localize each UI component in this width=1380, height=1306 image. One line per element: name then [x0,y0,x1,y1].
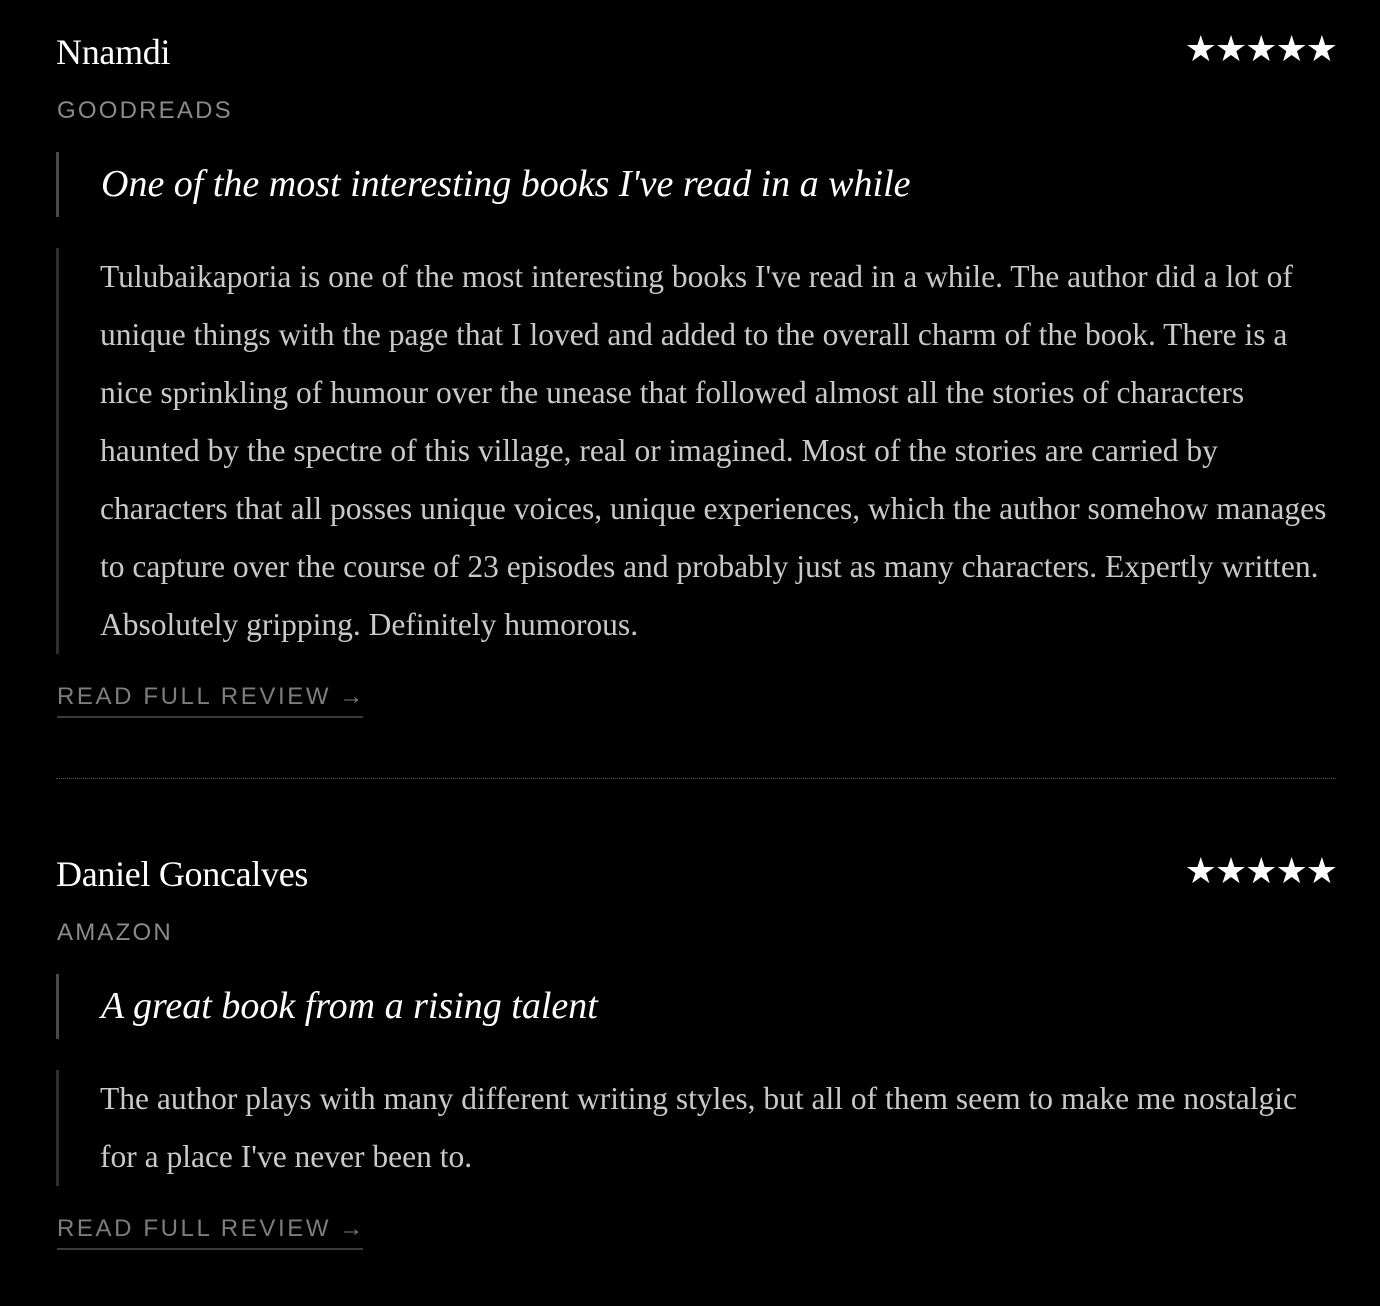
review-source: GOODREADS [57,97,233,124]
read-full-review-label: READ FULL REVIEW [57,1215,332,1242]
review-body: The author plays with many different writing styles, but all of them seem to make me nostalgic for a place I've never been to. [56,1070,1336,1186]
review-headline: A great book from a rising talent [56,974,1336,1039]
read-full-review-link[interactable] [57,1214,363,1250]
review-headline: One of the most interesting books I've read in a while [56,152,1336,217]
review-card [56,822,1336,1262]
review-body: Tulubaikaporia is one of the most interesting books I've read in a while. The author did a lot of unique things with the page that I loved and added to the overall charm of the book. There is a nice sprinkling of humour over the unease that followed almost all the stories of characters haunted by the spectre of this village, real or imagined. Most of the stories are carried by characters that all posses unique voices, unique experiences, which the author somehow manages to capture over the course of 23 episodes and probably just as many characters. Expertly written. Absolutely gripping. Definitely humorous. [56,248,1336,654]
review-divider [56,778,1336,779]
star-rating: ★★★★★ [1184,851,1336,892]
star-rating: ★★★★★ [1184,29,1336,70]
read-full-review-label: READ FULL REVIEW [57,683,332,710]
reviewer-name: Daniel Goncalves [56,854,309,894]
review-source: AMAZON [57,919,173,946]
review-card [56,0,1336,760]
arrow-right-icon: → [339,683,364,710]
reviewer-name: Nnamdi [56,32,171,72]
arrow-right-icon: → [339,1215,364,1242]
read-full-review-link[interactable] [57,682,363,718]
